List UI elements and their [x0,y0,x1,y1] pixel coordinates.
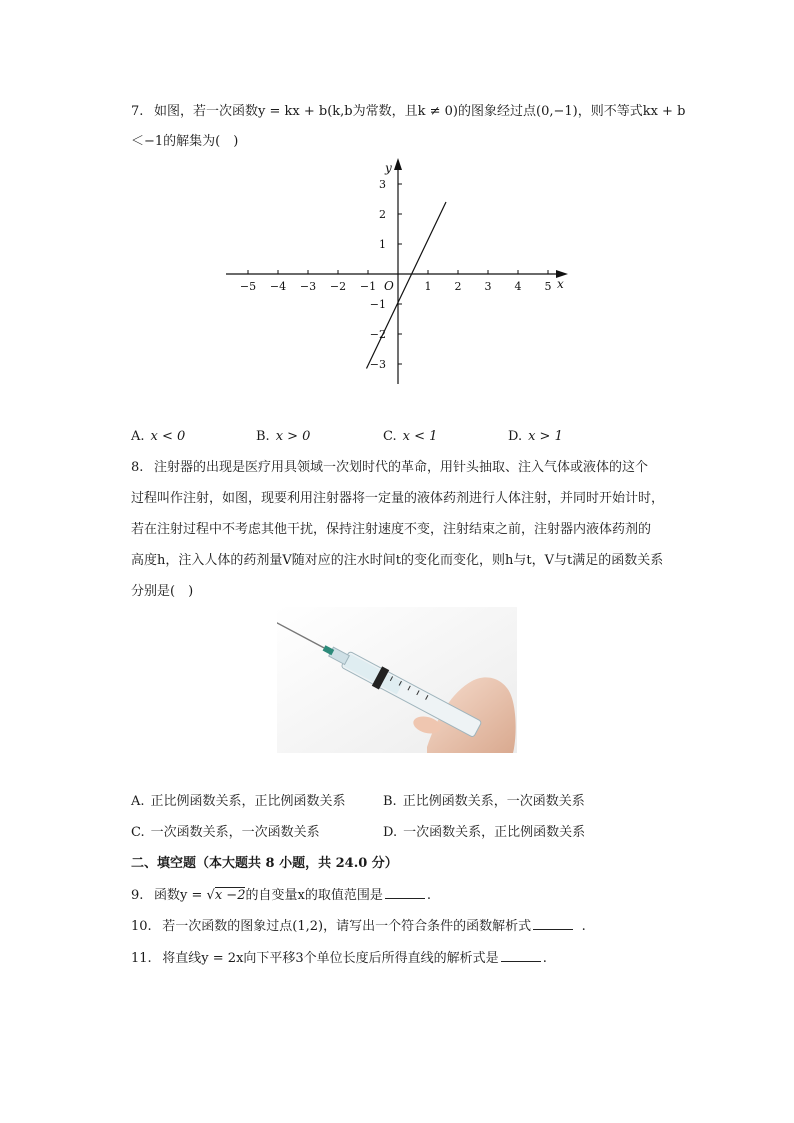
q9-suffix: 的自变量x的取值范围是 [245,888,383,903]
x-tick-label: 5 [544,280,552,293]
q9-radicand: x −2 [214,888,246,903]
sqrt-sign: √ [206,888,215,903]
q7-stem-line2: ＜−1的解集为( ) [131,134,239,149]
function-line-0 [367,202,447,369]
option-text: x < 1 [402,429,438,444]
x-tick-label: −4 [269,280,287,293]
x-tick-label: 3 [484,280,492,293]
option-letter: A. [131,429,145,444]
y-tick-label: 2 [379,208,386,221]
option-text: 正比例函数关系，一次函数关系 [402,794,585,809]
q10-stem [131,917,586,936]
option-letter: A. [131,794,145,809]
q8-option-c[interactable] [131,824,320,842]
y-tick-label: 1 [379,238,386,251]
section-heading: 二、填空题（本大题共 8 小题，共 24.0 分） [131,856,398,871]
q7-function-graph [220,152,580,392]
q7-stem-line1: 7. 如图，若一次函数y = kx + b(k,b为常数，且k ≠ 0)的图象经过点(0,−1)，则不等式kx + b [131,104,686,119]
x-tick-label: −3 [299,280,317,293]
option-text: 正比例函数关系，正比例函数关系 [150,794,346,809]
y-tick-label: 3 [379,178,386,191]
option-text: 一次函数关系，正比例函数关系 [403,825,586,840]
x-tick-label: −1 [359,280,377,293]
q9-stem [131,886,431,905]
q10-answer-blank[interactable] [533,917,573,930]
option-letter: B. [256,429,270,444]
q8-stem-line1: 8. 注射器的出现是医疗用具领域一次划时代的革命，用针头抽取、注入气体或液体的这个 [131,460,649,475]
y-axis-arrow [394,158,402,170]
q10-end: . [575,919,586,934]
y-tick-label: −1 [369,298,386,311]
q7-option-a[interactable] [131,428,185,446]
x-tick-label: 1 [424,280,432,293]
q9-answer-blank[interactable] [385,886,425,899]
x-tick-label: −5 [239,280,257,293]
option-letter: C. [383,429,397,444]
syringe-photo [277,607,517,753]
q11-end: . [542,951,547,966]
option-letter: D. [383,825,398,840]
q9-prefix: 9. 函数y = [131,888,207,903]
q8-stem-line4: 高度h，注入人体的药剂量V随对应的注水时间t的变化而变化，则h与t，V与t满足的函数关系 [131,553,664,568]
q8-stem-line3: 若在注射过程中不考虑其他干扰，保持注射速度不变，注射结束之前，注射器内液体药剂的 [131,522,652,537]
option-letter: B. [383,794,397,809]
q11-stem [131,949,547,968]
x-tick-label: 4 [514,280,522,293]
q7-option-c[interactable] [383,428,437,446]
option-text: x > 1 [528,429,563,444]
q7-option-d[interactable] [508,428,563,446]
q11-prefix: 11. 将直线y = 2x向下平移3个单位长度后所得直线的解析式是 [131,951,499,966]
q8-option-b[interactable] [383,793,585,811]
y-tick-label: −3 [369,358,386,371]
x-tick-label: 2 [454,280,462,293]
option-text: x > 0 [275,429,311,444]
option-letter: C. [131,825,145,840]
q8-option-d[interactable] [383,824,585,842]
q11-answer-blank[interactable] [501,949,541,962]
q8-stem-line5: 分别是( ) [131,584,194,599]
y-tick-label: −2 [369,328,386,341]
q8-stem-line2: 过程叫作注射，如图，现要利用注射器将一定量的液体药剂进行人体注射，并同时开始计时， [131,491,665,506]
option-letter: D. [508,429,523,444]
q10-prefix: 10. 若一次函数的图象过点(1,2)，请写出一个符合条件的函数解析式 [131,919,532,934]
q9-end: . [426,888,431,903]
x-axis-label: x [557,277,564,291]
y-axis-label: y [385,161,392,175]
option-text: 一次函数关系，一次函数关系 [150,825,320,840]
x-tick-label: −2 [329,280,347,293]
option-text: x < 0 [150,429,186,444]
q7-option-b[interactable] [256,428,310,446]
q8-option-a[interactable] [131,793,346,811]
origin-label: O [384,279,394,293]
